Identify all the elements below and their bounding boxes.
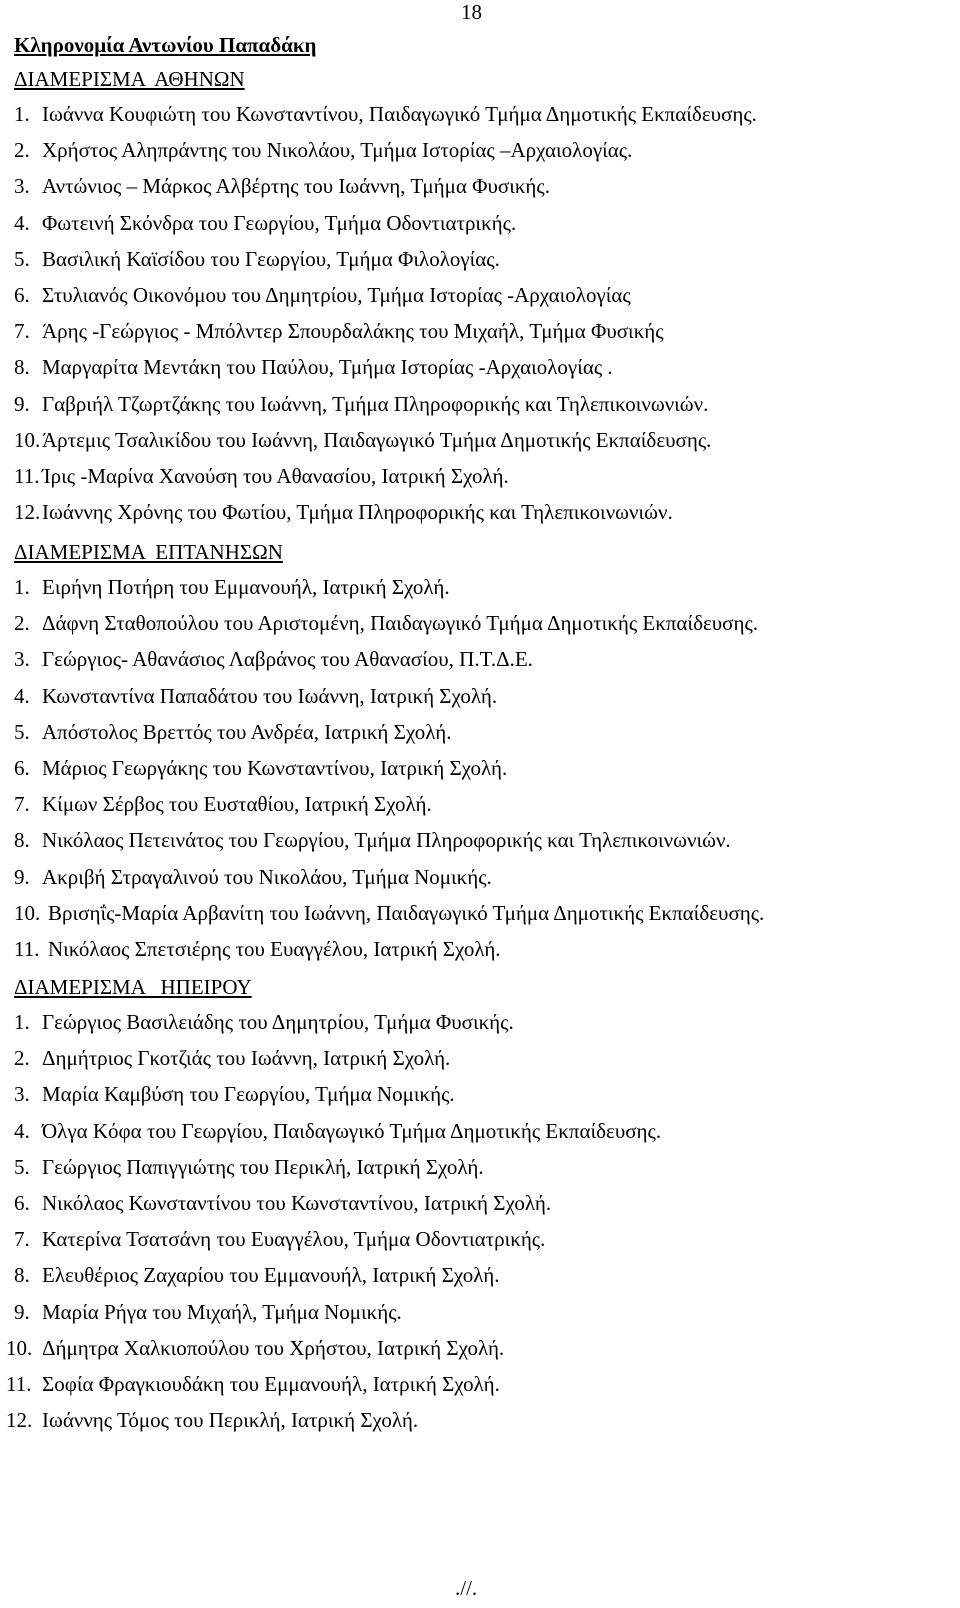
- list-item-number: 9.: [14, 864, 30, 889]
- list-item-text: Μαρία Ρήγα του Μιχαήλ, Τμήμα Νομικής.: [42, 1299, 402, 1324]
- list-item-number: 7.: [14, 319, 30, 344]
- footer-mark: .//.: [455, 1576, 478, 1600]
- list-item-text: Στυλιανός Οικονόμου του Δημητρίου, Τμήμα Ιστορίας -Αρχαιολογίας: [42, 283, 631, 307]
- section-heading-athens: ΔΙΑΜΕΡΙΣΜΑ ΑΘΗΝΩΝ: [14, 67, 245, 91]
- list-item-number: 6.: [14, 283, 30, 307]
- list-item-number: 6.: [14, 756, 30, 780]
- list-item-number: 11.: [6, 1372, 32, 1396]
- list-item-number: 4.: [14, 1118, 30, 1143]
- list-item-number: 10.: [14, 427, 41, 452]
- list-item-text: Ακριβή Στραγαλινού του Νικολάου, Τμήμα Νομικής.: [42, 864, 492, 889]
- list-item: [14, 828, 731, 852]
- list-item: [14, 1119, 661, 1143]
- list-item: [14, 500, 673, 524]
- list-item: [6, 1372, 500, 1396]
- list-item-text: Γεώργιος- Αθανάσιος Λαβράνος του Αθανασίου, Π.Τ.Δ.Ε.: [42, 647, 533, 672]
- section-heading-epirus: ΔΙΑΜΕΡΙΣΜΑ ΗΠΕΙΡΟΥ: [14, 975, 252, 999]
- list-item: [6, 1336, 504, 1360]
- list-item-number: 6.: [14, 1191, 30, 1215]
- list-item-number: 1.: [14, 102, 30, 126]
- list-item-text: Μαργαρίτα Μεντάκη του Παύλου, Τμήμα Ιστορίας -Αρχαιολογίας .: [42, 355, 613, 380]
- list-item-text: Δημήτριος Γκοτζιάς του Ιωάννη, Ιατρική Σχολή.: [42, 1046, 451, 1071]
- list-item: [14, 247, 500, 271]
- list-item-text: Ειρήνη Ποτήρη του Εμμανουήλ, Ιατρική Σχολή.: [42, 575, 450, 599]
- list-item-number: 3.: [14, 647, 30, 672]
- list-item-number: 2.: [14, 138, 30, 163]
- page-number: 18: [461, 0, 482, 24]
- list-item: [14, 102, 757, 126]
- section-heading-ionian-islands: ΔΙΑΜΕΡΙΣΜΑ ΕΠΤΑΝΗΣΩΝ: [14, 540, 283, 564]
- list-item-text: Όλγα Κόφα του Γεωργίου, Παιδαγωγικό Τμήμα Δημοτικής Εκπαίδευσης.: [42, 1118, 662, 1143]
- list-item-text: Βασιλική Καϊσίδου του Γεωργίου, Τμήμα Φιλολογίας.: [42, 246, 500, 271]
- list-item-text: Χρήστος Αληπράντης του Νικολάου, Τμήμα Ιστορίας –Αρχαιολογίας.: [42, 138, 633, 163]
- list-item-number: 12.: [6, 1408, 33, 1433]
- list-item-number: 1.: [14, 1010, 30, 1034]
- list-item: [14, 1263, 499, 1287]
- list-item: [14, 720, 451, 744]
- list-item-number: 2.: [14, 1046, 30, 1071]
- list-item-text: Γεώργιος Παπιγγιώτης του Περικλή, Ιατρική Σχολή.: [42, 1154, 484, 1179]
- list-item-text: Κωνσταντίνα Παπαδάτου του Ιωάννη, Ιατρική Σχολή.: [42, 683, 498, 708]
- list-item: [14, 937, 501, 961]
- list-item-number: 2.: [14, 611, 30, 636]
- list-item-number: 9.: [14, 1299, 30, 1324]
- list-item-text: Νικόλαος Σπετσιέρης του Ευαγγέλου, Ιατρική Σχολή.: [48, 937, 501, 961]
- list-item-text: Ιωάννα Κουφιώτη του Κωνσταντίνου, Παιδαγωγικό Τμήμα Δημοτικής Εκπαίδευσης.: [42, 102, 757, 126]
- list-item: [14, 1082, 455, 1106]
- list-item-number: 3.: [14, 174, 30, 199]
- list-item-number: 4.: [14, 683, 30, 708]
- list-item-text: Ελευθέριος Ζαχαρίου του Εμμανουήλ, Ιατρική Σχολή.: [42, 1263, 500, 1288]
- list-item-number: 3.: [14, 1082, 30, 1107]
- list-item: [14, 392, 708, 416]
- list-item-number: 8.: [14, 355, 30, 380]
- list-item-text: Κατερίνα Τσατσάνη του Ευαγγέλου, Τμήμα Οδοντιατρικής.: [42, 1227, 546, 1252]
- list-item-number: 10.: [14, 900, 41, 925]
- list-item: [14, 1155, 484, 1179]
- list-item: [14, 1300, 402, 1324]
- list-item: [14, 211, 516, 235]
- list-item-number: 5.: [14, 246, 30, 271]
- list-item: [14, 1227, 545, 1251]
- list-item-number: 10.: [6, 1335, 33, 1360]
- list-item-text: Γεώργιος Βασιλειάδης του Δημητρίου, Τμήμα Φυσικής.: [42, 1010, 514, 1034]
- list-item-number: 8.: [14, 1263, 30, 1288]
- list-item: [14, 355, 613, 379]
- list-item-number: 7.: [14, 792, 30, 817]
- list-item-text: Κίμων Σέρβος του Ευσταθίου, Ιατρική Σχολή.: [42, 792, 432, 817]
- list-item-text: Γαβριήλ Τζωρτζάκης του Ιωάννη, Τμήμα Πληροφορικής και Τηλεπικοινωνιών.: [42, 391, 709, 416]
- list-item-text: Φωτεινή Σκόνδρα του Γεωργίου, Τμήμα Οδοντιατρικής.: [42, 210, 517, 235]
- list-item: [6, 1408, 418, 1432]
- list-item-number: 11.: [14, 464, 40, 488]
- list-item: [14, 647, 533, 671]
- list-item: [14, 865, 492, 889]
- list-item: [14, 684, 497, 708]
- list-item: [14, 575, 450, 599]
- list-item-text: Ίρις -Μαρίνα Χανούση του Αθανασίου, Ιατρική Σχολή.: [42, 464, 509, 488]
- list-item: [14, 464, 509, 488]
- list-item-text: Βρισηΐς-Μαρία Αρβανίτη του Ιωάννη, Παιδαγωγικό Τμήμα Δημοτικής Εκπαίδευσης.: [48, 900, 765, 925]
- list-item: [14, 283, 631, 307]
- list-item: [14, 428, 711, 452]
- list-item-number: 9.: [14, 391, 30, 416]
- list-item-text: Νικόλαος Πετεινάτος του Γεωργίου, Τμήμα Πληροφορικής και Τηλεπικοινωνιών.: [42, 828, 731, 853]
- list-item: [14, 1191, 551, 1215]
- list-item-text: Μάριος Γεωργάκης του Κωνσταντίνου, Ιατρική Σχολή.: [42, 756, 508, 780]
- list-item-number: 8.: [14, 828, 30, 853]
- list-item-text: Δήμητρα Χαλκιοπούλου του Χρήστου, Ιατρική Σχολή.: [42, 1335, 505, 1360]
- list-item-text: Απόστολος Βρεττός του Ανδρέα, Ιατρική Σχολή.: [42, 719, 452, 744]
- list-item: [14, 138, 632, 162]
- list-item-text: Αντώνιος – Μάρκος Αλβέρτης του Ιωάννη, Τμήμα Φυσικής.: [42, 174, 550, 199]
- list-item-text: Ιωάννης Χρόνης του Φωτίου, Τμήμα Πληροφορικής και Τηλεπικοινωνιών.: [42, 500, 673, 525]
- document-title: Κληρονομία Αντωνίου Παπαδάκη: [14, 33, 317, 57]
- list-item-number: 5.: [14, 1154, 30, 1179]
- list-item-number: 7.: [14, 1227, 30, 1252]
- list-item-text: Δάφνη Σταθοπούλου του Αριστομένη, Παιδαγωγικό Τμήμα Δημοτικής Εκπαίδευσης.: [42, 611, 759, 636]
- list-item: [14, 1046, 450, 1070]
- list-item: [14, 611, 758, 635]
- list-item-text: Άρτεμις Τσαλικίδου του Ιωάννη, Παιδαγωγικό Τμήμα Δημοτικής Εκπαίδευσης.: [42, 427, 712, 452]
- list-item-text: Άρης -Γεώργιος - Μπόλντερ Σπουρδαλάκης του Μιχαήλ, Τμήμα Φυσικής: [42, 319, 664, 344]
- list-item: [14, 319, 664, 343]
- list-item: [14, 756, 507, 780]
- list-item: [14, 174, 550, 198]
- list-item-text: Μαρία Καμβύση του Γεωργίου, Τμήμα Νομικής.: [42, 1082, 455, 1107]
- list-item-text: Σοφία Φραγκιουδάκη του Εμμανουήλ, Ιατρική Σχολή.: [42, 1372, 500, 1396]
- list-item-number: 11.: [14, 937, 40, 961]
- list-item: [14, 792, 432, 816]
- list-item-number: 5.: [14, 719, 30, 744]
- list-item-number: 4.: [14, 210, 30, 235]
- list-item: [14, 901, 764, 925]
- list-item-text: Νικόλαος Κωνσταντίνου του Κωνσταντίνου, Ιατρική Σχολή.: [42, 1191, 552, 1215]
- list-item-text: Ιωάννης Τόμος του Περικλή, Ιατρική Σχολή.: [42, 1408, 419, 1433]
- list-item-number: 1.: [14, 575, 30, 599]
- list-item-number: 12.: [14, 500, 41, 525]
- list-item: [14, 1010, 514, 1034]
